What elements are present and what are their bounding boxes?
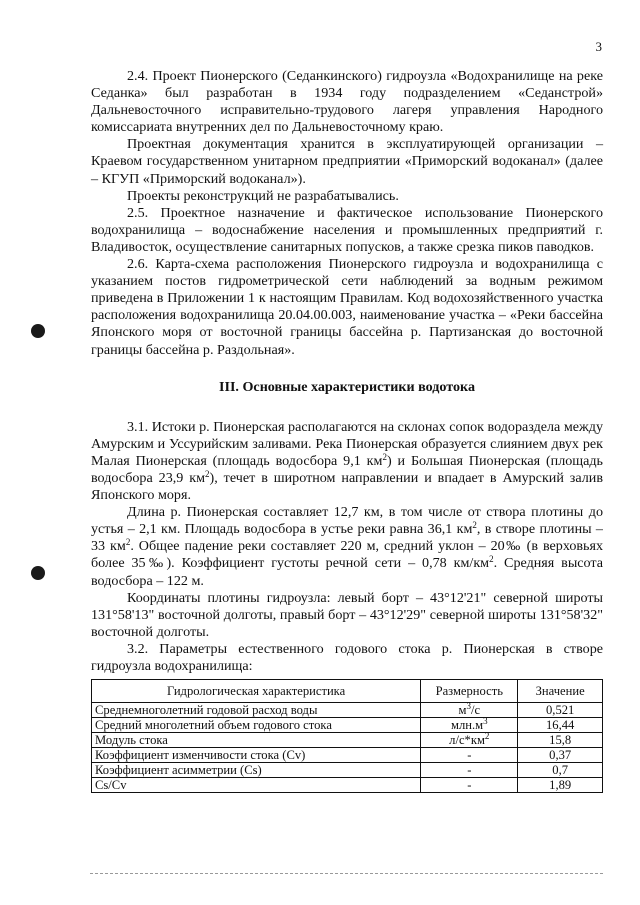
unit-text: /с: [470, 703, 481, 718]
superscript: 2: [472, 520, 477, 531]
table-cell-unit: [421, 718, 518, 733]
table-cell-value: 1,89: [518, 778, 603, 793]
superscript: 2: [205, 468, 210, 479]
section-heading: III. Основные характеристики водотока: [218, 378, 476, 395]
column-header: Размерность: [421, 680, 518, 703]
text-run: . Общее падение реки составляет 220 м, средний уклон – 20‰ (в верховьях более 35‰). Коэффициент густоты речной сети – 0,78 км/км: [91, 538, 604, 572]
paragraph-2-4: 2.4. Проект Пионерского (Седанкинского) гидроузла «Водохранилище на реке Седанка» был разработан в 1934 году подразделением «Седанстрой» Дальневосточного исправительно-трудового лагеря управления Народного комиссариата внутренних дел по Дальневосточному краю.: [91, 68, 603, 136]
table-cell-unit: [421, 703, 518, 718]
page-number: 3: [595, 39, 602, 54]
column-header: Гидрологическая характеристика: [92, 680, 421, 703]
superscript: 2: [382, 451, 387, 462]
table-cell-unit: [421, 763, 518, 778]
unit-text: л/с*км: [449, 733, 485, 748]
punch-hole-mark: [31, 566, 45, 580]
table-cell-unit: [421, 733, 518, 748]
table-cell-value: 15,8: [518, 733, 603, 748]
paragraph-3-1: [91, 419, 603, 504]
table-row: [92, 748, 603, 763]
text-run: Длина р. Пионерская составляет 12,7 км, в том числе от створа плотины до устья – 2,1 км. Площадь водосбора в устье реки равна 36,1 км: [91, 504, 603, 538]
unit-text: -: [467, 778, 472, 793]
paragraph-3-2: 3.2. Параметры естественного годового стока р. Пионерская в створе гидроузла водохранилища:: [91, 640, 603, 674]
punch-hole-mark: [31, 324, 45, 338]
column-header: Значение: [518, 680, 603, 703]
table-row: [92, 763, 603, 778]
table-cell-name: Коэффициент изменчивости стока (Cv): [92, 748, 421, 763]
table-cell-name: Cs/Cv: [92, 778, 421, 793]
table-cell-value: 0,7: [518, 763, 603, 778]
unit-text: -: [467, 763, 472, 778]
unit-text: -: [467, 748, 472, 763]
superscript: 2: [125, 537, 131, 548]
paragraph-2-5: 2.5. Проектное назначение и фактическое использование Пионерского водохранилища – водоснабжение населения и промышленных предприятий г. Владивосток, осуществление санитарных попусков, а также срезка пиков паводков.: [91, 204, 603, 255]
superscript: 2: [489, 554, 494, 565]
text-run: ), течет в широтном направлении и впадает в Амурский залив Японского моря.: [91, 469, 603, 504]
table-cell-name: Среднемноголетний годовой расход воды: [92, 703, 421, 718]
document-body: [91, 68, 603, 793]
runoff-parameters-table: [91, 679, 603, 793]
unit-text: млн.м: [450, 718, 484, 733]
superscript: 3: [483, 716, 488, 727]
paragraph-reconstruction: Проекты реконструкций не разрабатывались.: [127, 187, 399, 204]
text-run: , в створе плотины – 33 км: [91, 521, 603, 555]
paragraph-documentation: Проектная документация хранится в эксплуатирующей организации – Краевом государственном унитарном предприятии «Приморский водоканал» (далее – КГУП «Приморский водоканал»).: [91, 136, 603, 187]
table-cell-name: Средний многолетний объем годового стока: [92, 718, 421, 733]
paragraph-length: [91, 504, 603, 589]
text-run: 3.1. Истоки р. Пионерская располагаются на склонах сопок водораздела между Амурским и Уссурийским заливами. Река Пионерская образуется слиянием двух рек Малая Пионерская (площадь водосбора 9,1 км: [91, 418, 603, 469]
paragraph-coordinates: Координаты плотины гидроузла: левый борт – 43°12'21" северной широты 131°58'13" восточной долготы, правый борт – 43°12'29" северной широты 131°58'32" восточной долготы.: [91, 589, 603, 640]
text-run: ) и Большая Пионерская (площадь водосбора 23,9 км: [91, 452, 603, 486]
table-row: [92, 778, 603, 793]
table-cell-value: 0,37: [518, 748, 603, 763]
table-header-row: [92, 680, 603, 703]
table-cell-unit: [421, 778, 518, 793]
table-row: [92, 718, 603, 733]
table-row: [92, 733, 603, 748]
table-row: [92, 703, 603, 718]
superscript: 3: [466, 701, 471, 712]
superscript: 2: [484, 731, 490, 742]
table-cell-name: Модуль стока: [92, 733, 421, 748]
table-cell-unit: [421, 748, 518, 763]
bottom-dashed-rule: [90, 873, 603, 874]
table-cell-name: Коэффициент асимметрии (Cs): [92, 763, 421, 778]
text-run: . Средняя высота водосбора – 122 м.: [91, 555, 604, 589]
paragraph-2-6: 2.6. Карта-схема расположения Пионерского гидроузла и водохранилища с указанием постов гидрометрической сети наблюдений за водным режимом приведена в Приложении 1 к настоящим Правилам. Код водохозяйственного участка расположения водохранилища 20.04.00.003, наименование участка – «Реки бассейна Японского моря от восточной границы бассейна р. Партизанская до восточной границы бассейна р. Раздольная».: [91, 256, 603, 358]
table-cell-value: 0,521: [518, 703, 603, 718]
table-cell-value: 16,44: [518, 718, 603, 733]
unit-text: м: [458, 703, 467, 718]
